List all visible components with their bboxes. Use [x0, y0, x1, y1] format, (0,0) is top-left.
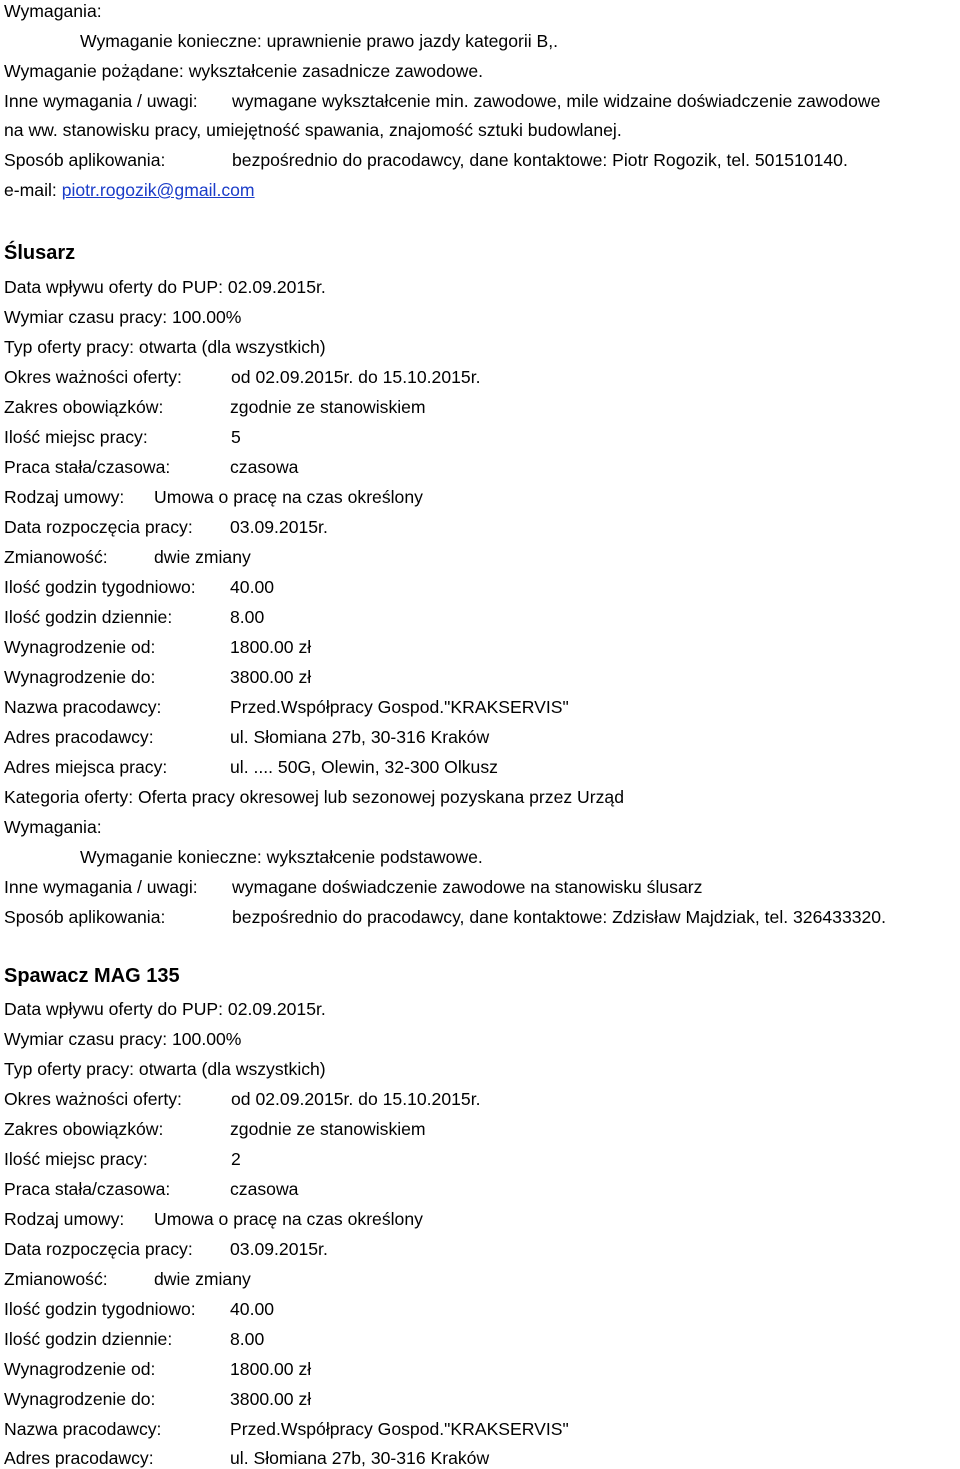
offer-date-in: Data wpływu oferty do PUP: 02.09.2015r.: [4, 277, 326, 297]
permanence-label: Praca stała/czasowa:: [4, 457, 171, 477]
validity-value: od 02.09.2015r. do 15.10.2015r.: [231, 367, 481, 387]
other-requirements: [4, 90, 880, 112]
offer-employer-address: [4, 1447, 489, 1469]
offer-work-time: Wymiar czasu pracy: 100.00%: [4, 1029, 242, 1049]
other-requirements-continued: na ww. stanowisku pracy, umiejętność spawania, znajomość sztuki budowlanej.: [4, 120, 622, 140]
offer-weekly-hours: [4, 1298, 274, 1320]
places-label: Ilość miejsc pracy:: [4, 1149, 148, 1169]
weekly-hours-value: 40.00: [230, 577, 275, 597]
offer-contract: [4, 486, 423, 508]
offer-date-in: Data wpływu oferty do PUP: 02.09.2015r.: [4, 999, 326, 1019]
offer-title-slusarz: Ślusarz: [4, 242, 76, 264]
offer-daily-hours: [4, 1328, 264, 1350]
offer-apply-method: [4, 906, 886, 928]
contract-value: Umowa o pracę na czas określony: [154, 1209, 423, 1229]
offer-scope: [4, 396, 426, 418]
offer-places: [4, 426, 241, 448]
contract-value: Umowa o pracę na czas określony: [154, 487, 423, 507]
daily-hours-value: 8.00: [230, 1329, 265, 1349]
offer-pay-from: [4, 636, 311, 658]
employer-value: Przed.Współpracy Gospod."KRAKSERVIS": [230, 697, 569, 717]
offer-permanence: [4, 1178, 298, 1200]
pay-from-value: 1800.00 zł: [230, 637, 312, 657]
email-label: e-mail:: [4, 180, 57, 200]
work-address-label: Adres miejsca pracy:: [4, 757, 168, 777]
start-date-value: 03.09.2015r.: [230, 1239, 328, 1259]
requirement-desired: Wymaganie pożądane: wykształcenie zasadnicze zawodowe.: [4, 61, 484, 81]
places-value: 2: [231, 1149, 241, 1169]
permanence-label: Praca stała/czasowa:: [4, 1179, 171, 1199]
offer-other-requirements: [4, 876, 702, 898]
places-label: Ilość miejsc pracy:: [4, 427, 148, 447]
offer-shifts: [4, 546, 251, 568]
pay-from-label: Wynagrodzenie od:: [4, 1359, 156, 1379]
other-requirements-label: Inne wymagania / uwagi:: [4, 91, 198, 111]
offer-pay-to: [4, 1388, 311, 1410]
pay-to-value: 3800.00 zł: [230, 1389, 312, 1409]
offer-category: Kategoria oferty: Oferta pracy okresowej lub sezonowej pozyskana przez Urząd: [4, 787, 624, 807]
pay-from-value: 1800.00 zł: [230, 1359, 312, 1379]
offer-scope: [4, 1118, 426, 1140]
shifts-value: dwie zmiany: [154, 1269, 251, 1289]
daily-hours-value: 8.00: [230, 607, 265, 627]
shifts-label: Zmianowość:: [4, 1269, 108, 1289]
employer-address-value: ul. Słomiana 27b, 30-316 Kraków: [230, 727, 490, 747]
offer-employer: [4, 696, 569, 718]
offer-pay-to: [4, 666, 311, 688]
apply-method-label: Sposób aplikowania:: [4, 150, 166, 170]
offer-work-address: [4, 756, 498, 778]
other-requirements-value: wymagane doświadczenie zawodowe na stanowisku ślusarz: [232, 877, 703, 897]
offer-employer-address: [4, 726, 489, 748]
scope-label: Zakres obowiązków:: [4, 1119, 164, 1139]
offer-validity: [4, 1088, 480, 1110]
permanence-value: czasowa: [230, 457, 299, 477]
contract-label: Rodzaj umowy:: [4, 487, 125, 507]
email-link[interactable]: piotr.rogozik@gmail.com: [61, 180, 255, 200]
requirements-label: Wymagania:: [4, 1, 102, 21]
shifts-label: Zmianowość:: [4, 547, 108, 567]
scope-value: zgodnie ze stanowiskiem: [230, 1119, 426, 1139]
weekly-hours-value: 40.00: [230, 1299, 275, 1319]
validity-label: Okres ważności oferty:: [4, 1089, 182, 1109]
employer-address-value: ul. Słomiana 27b, 30-316 Kraków: [230, 1448, 490, 1468]
pay-to-value: 3800.00 zł: [230, 667, 312, 687]
contract-label: Rodzaj umowy:: [4, 1209, 125, 1229]
weekly-hours-label: Ilość godzin tygodniowo:: [4, 1299, 196, 1319]
email-row: [4, 179, 255, 201]
validity-value: od 02.09.2015r. do 15.10.2015r.: [231, 1089, 481, 1109]
employer-address-label: Adres pracodawcy:: [4, 1448, 154, 1468]
employer-label: Nazwa pracodawcy:: [4, 697, 162, 717]
apply-method-label: Sposób aplikowania:: [4, 907, 166, 927]
offer-title-spawacz: Spawacz MAG 135: [4, 965, 180, 987]
employer-value: Przed.Współpracy Gospod."KRAKSERVIS": [230, 1419, 569, 1439]
offer-start-date: [4, 1238, 328, 1260]
start-date-label: Data rozpoczęcia pracy:: [4, 517, 193, 537]
apply-method-value: bezpośrednio do pracodawcy, dane kontaktowe: Piotr Rogozik, tel. 501510140.: [232, 150, 848, 170]
apply-method: [4, 149, 848, 171]
scope-value: zgodnie ze stanowiskiem: [230, 397, 426, 417]
daily-hours-label: Ilość godzin dziennie:: [4, 607, 173, 627]
validity-label: Okres ważności oferty:: [4, 367, 182, 387]
offer-requirement-required: Wymaganie konieczne: wykształcenie podstawowe.: [80, 847, 483, 867]
weekly-hours-label: Ilość godzin tygodniowo:: [4, 577, 196, 597]
offer-requirements-label: Wymagania:: [4, 817, 102, 837]
start-date-label: Data rozpoczęcia pracy:: [4, 1239, 193, 1259]
offer-start-date: [4, 516, 328, 538]
daily-hours-label: Ilość godzin dziennie:: [4, 1329, 173, 1349]
requirement-required: Wymaganie konieczne: uprawnienie prawo jazdy kategorii B,.: [80, 31, 559, 51]
scope-label: Zakres obowiązków:: [4, 397, 164, 417]
other-requirements-value: wymagane wykształcenie min. zawodowe, mile widzaine doświadczenie zawodowe: [232, 91, 881, 111]
offer-type: Typ oferty pracy: otwarta (dla wszystkich): [4, 1059, 326, 1079]
other-requirements-label: Inne wymagania / uwagi:: [4, 877, 198, 897]
offer-work-time: Wymiar czasu pracy: 100.00%: [4, 307, 242, 327]
offer-pay-from: [4, 1358, 311, 1380]
offer-shifts: [4, 1268, 251, 1290]
offer-employer: [4, 1418, 569, 1440]
employer-address-label: Adres pracodawcy:: [4, 727, 154, 747]
work-address-value: ul. .... 50G, Olewin, 32-300 Olkusz: [230, 757, 498, 777]
pay-to-label: Wynagrodzenie do:: [4, 667, 156, 687]
pay-from-label: Wynagrodzenie od:: [4, 637, 156, 657]
offer-daily-hours: [4, 606, 264, 628]
offer-weekly-hours: [4, 576, 274, 598]
permanence-value: czasowa: [230, 1179, 299, 1199]
pay-to-label: Wynagrodzenie do:: [4, 1389, 156, 1409]
offer-places: [4, 1148, 241, 1170]
offer-permanence: [4, 456, 298, 478]
offer-validity: [4, 366, 480, 388]
places-value: 5: [231, 427, 241, 447]
employer-label: Nazwa pracodawcy:: [4, 1419, 162, 1439]
shifts-value: dwie zmiany: [154, 547, 251, 567]
apply-method-value: bezpośrednio do pracodawcy, dane kontaktowe: Zdzisław Majdziak, tel. 326433320.: [232, 907, 886, 927]
start-date-value: 03.09.2015r.: [230, 517, 328, 537]
offer-contract: [4, 1208, 423, 1230]
offer-type: Typ oferty pracy: otwarta (dla wszystkich): [4, 337, 326, 357]
